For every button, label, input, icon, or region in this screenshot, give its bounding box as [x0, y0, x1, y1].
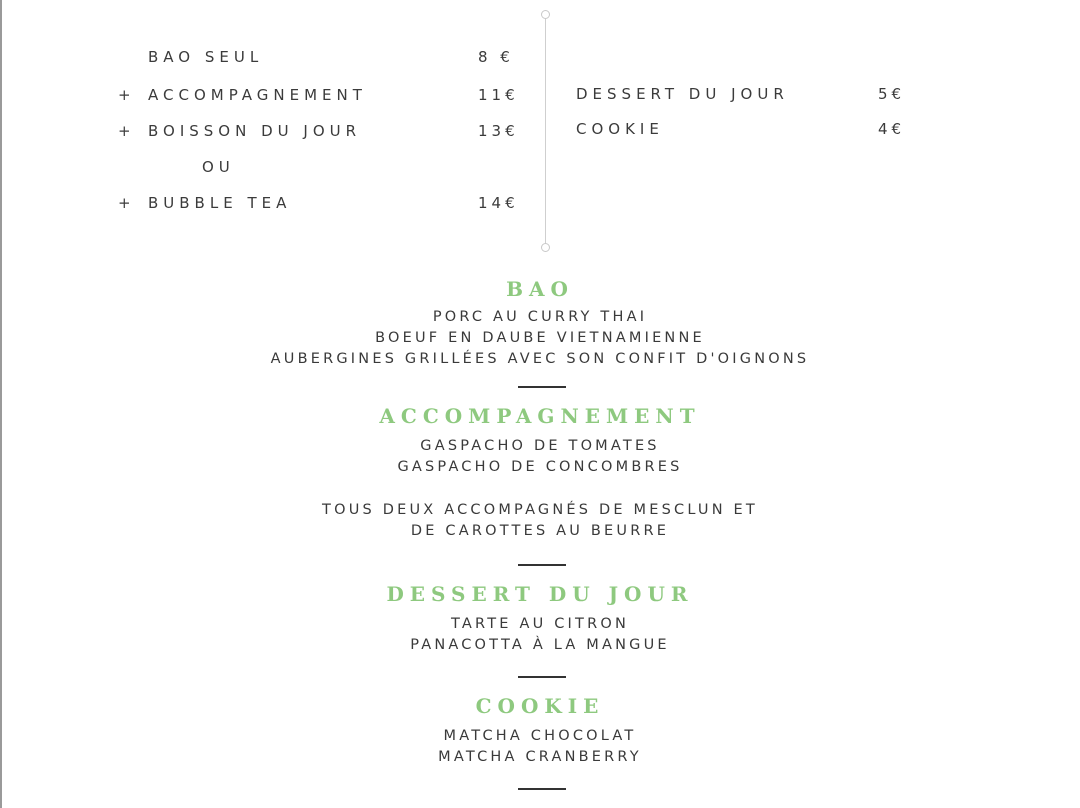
- section-separator: [518, 788, 566, 790]
- section-accompagnement: [0, 404, 1080, 542]
- extra-label: DESSERT DU JOUR: [576, 85, 789, 103]
- section-dessert: [0, 582, 1080, 656]
- plus-sign: +: [118, 194, 131, 212]
- formula-price: 13€: [478, 122, 519, 140]
- section-separator: [518, 676, 566, 678]
- menu-item: MATCHA CHOCOLAT: [443, 728, 637, 744]
- section-separator: [518, 564, 566, 566]
- divider-bottom-dot: [541, 243, 550, 252]
- plus-sign: +: [118, 122, 131, 140]
- section-cookie: [0, 694, 1080, 768]
- menu-item: PORC AU CURRY THAI: [432, 309, 648, 325]
- formula-price: 14€: [478, 194, 519, 212]
- vertical-divider: [545, 14, 546, 248]
- extra-price: 4€: [878, 120, 906, 138]
- extra-label: COOKIE: [576, 120, 664, 138]
- menu-item: TARTE AU CITRON: [450, 616, 630, 632]
- formula-label: ACCOMPAGNEMENT: [148, 86, 367, 104]
- divider-top-dot: [541, 10, 550, 19]
- extra-price: 5€: [878, 85, 906, 103]
- section-note: TOUS DEUX ACCOMPAGNÉS DE MESCLUN ET: [322, 502, 758, 518]
- formula-price: 8 €: [478, 48, 514, 66]
- menu-item: AUBERGINES GRILLÉES AVEC SON CONFIT D'OIGNONS: [270, 351, 810, 367]
- menu-item: PANACOTTA À LA MANGUE: [410, 637, 670, 653]
- menu-item: MATCHA CRANBERRY: [438, 749, 642, 765]
- section-bao: [0, 277, 1080, 370]
- section-title: COOKIE: [475, 694, 605, 718]
- section-title: ACCOMPAGNEMENT: [379, 404, 701, 428]
- section-separator: [518, 386, 566, 388]
- formula-label: BUBBLE TEA: [148, 194, 292, 212]
- formula-label: BOISSON DU JOUR: [148, 122, 362, 140]
- menu-item: GASPACHO DE CONCOMBRES: [397, 459, 683, 475]
- menu-item: GASPACHO DE TOMATES: [420, 438, 660, 454]
- section-note: DE CAROTTES AU BEURRE: [410, 523, 670, 539]
- formula-label: BAO SEUL: [148, 48, 264, 66]
- formula-or-label: OU: [202, 158, 235, 176]
- section-title: DESSERT DU JOUR: [386, 582, 694, 606]
- menu-item: BOEUF EN DAUBE VIETNAMIENNE: [375, 330, 705, 346]
- formula-price: 11€: [478, 86, 519, 104]
- section-title: BAO: [506, 277, 574, 301]
- plus-sign: +: [118, 86, 131, 104]
